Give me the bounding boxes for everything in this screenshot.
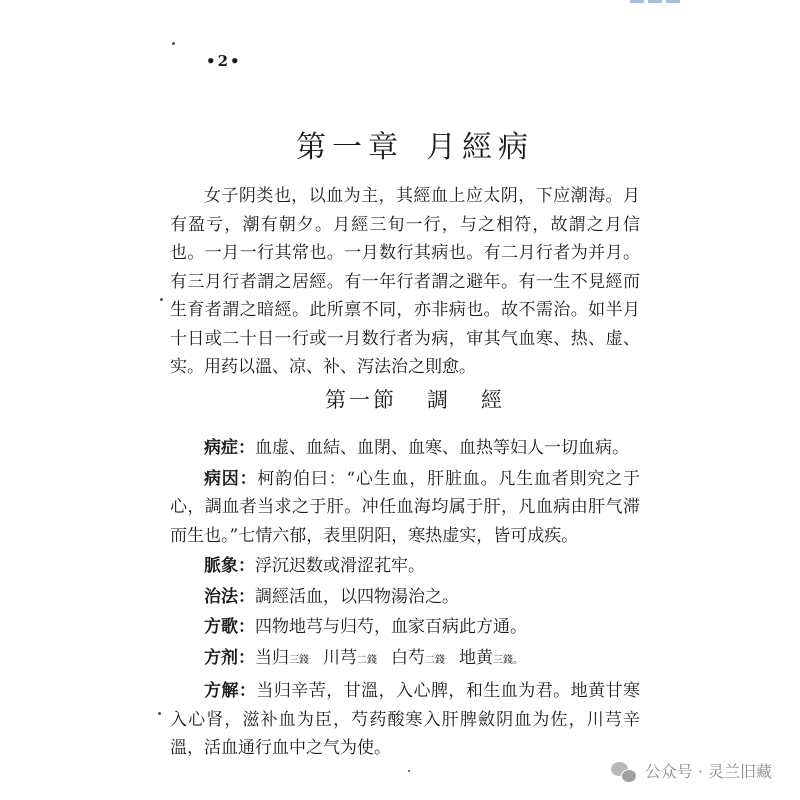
herb-item bbox=[459, 648, 537, 668]
entry-text: 浮沉迟数或滑涩芤牢。 bbox=[255, 556, 425, 576]
scan-speck bbox=[408, 770, 410, 772]
intro-paragraph: 女子阴类也，以血为主，其經血上应太阴，下应潮海。月有盈亏，潮有朝夕。月經三旬一行，与之相符，故謂之月信也。一月一行其常也。一月数行其病也。有二月行者为并月。有三月行者謂之居經。有一年行者謂之避年。有一生不見經而生育者謂之暗經。此所禀不同，亦非病也。故不需治。如半月十日或二十日一行或一月数行者为病，审其气血寒、热、虚、实。用药以溫、凉、补、泻法治之則愈。 bbox=[170, 186, 640, 377]
chapter-intro bbox=[170, 182, 640, 382]
top-edge-marks bbox=[630, 0, 680, 3]
entry-label: 方解： bbox=[204, 681, 257, 701]
scan-speck bbox=[160, 298, 163, 301]
entry-explanation bbox=[170, 677, 640, 763]
herb-name: 地黄 bbox=[459, 647, 493, 668]
entry-cause bbox=[170, 465, 640, 551]
entry-text: 血虚、血結、血閉、血寒、血热等妇人一切血病。 bbox=[255, 438, 629, 458]
herb-name: 白芍 bbox=[391, 647, 425, 668]
entry-label: 病症： bbox=[204, 438, 255, 458]
wechat-icon bbox=[611, 760, 637, 782]
chapter-title: 月經病 bbox=[426, 130, 534, 165]
entry-song bbox=[170, 613, 640, 642]
herb-dose: 三錢。 bbox=[493, 654, 523, 666]
herb-dose: 二錢 bbox=[425, 654, 445, 666]
section-title-char-2: 經 bbox=[481, 388, 505, 412]
watermark bbox=[611, 759, 772, 782]
entry-label: 脈象： bbox=[204, 556, 255, 576]
section-label: 第一節 bbox=[325, 388, 397, 412]
herb-item bbox=[323, 648, 391, 668]
entry-text: 当归辛苦，甘溫，入心脾，和生血为君。地黄甘寒入心肾，滋补血为臣，芍药酸寒入肝脾斂阴血为佐，川芎辛溫，活血通行血中之气为使。 bbox=[170, 681, 640, 758]
watermark-text: 公众号 · 灵兰旧藏 bbox=[644, 762, 772, 781]
entry-text: 調經活血，以四物湯治之。 bbox=[255, 586, 459, 607]
section-entries bbox=[170, 434, 640, 765]
section-heading bbox=[0, 384, 800, 414]
entry-symptom bbox=[170, 434, 640, 463]
page-number: •2• bbox=[206, 52, 242, 70]
entry-text: 柯韵伯曰：“心生血，肝脏血。凡生血者則究之于心，調血者当求之于肝。冲任血海均属于肝，凡血病由肝气滞而生也。”七情六郁，表里阴阳，寒热虚实，皆可成疾。 bbox=[170, 468, 640, 546]
entry-prescription bbox=[170, 644, 640, 676]
herb-dose: 三錢 bbox=[289, 654, 309, 666]
herb-name: 川芎 bbox=[323, 647, 357, 668]
entry-label: 治法： bbox=[204, 586, 255, 607]
entry-text: 四物地芎与归芍，血家百病此方通。 bbox=[255, 617, 527, 637]
herb-item bbox=[255, 648, 323, 668]
herb-name: 当归 bbox=[255, 647, 289, 668]
entry-pulse bbox=[170, 552, 640, 581]
entry-label: 方剂： bbox=[204, 647, 255, 668]
herb-item bbox=[391, 648, 459, 668]
scan-speck bbox=[172, 42, 175, 45]
scan-speck bbox=[158, 712, 161, 715]
section-title-char-1: 調 bbox=[427, 388, 451, 412]
chapter-label: 第一章 bbox=[296, 130, 404, 165]
entry-method bbox=[170, 583, 640, 612]
entry-label: 病因： bbox=[204, 468, 258, 489]
entry-label: 方歌： bbox=[204, 617, 255, 637]
herb-dose: 二錢 bbox=[357, 654, 377, 666]
chapter-heading bbox=[0, 122, 800, 166]
